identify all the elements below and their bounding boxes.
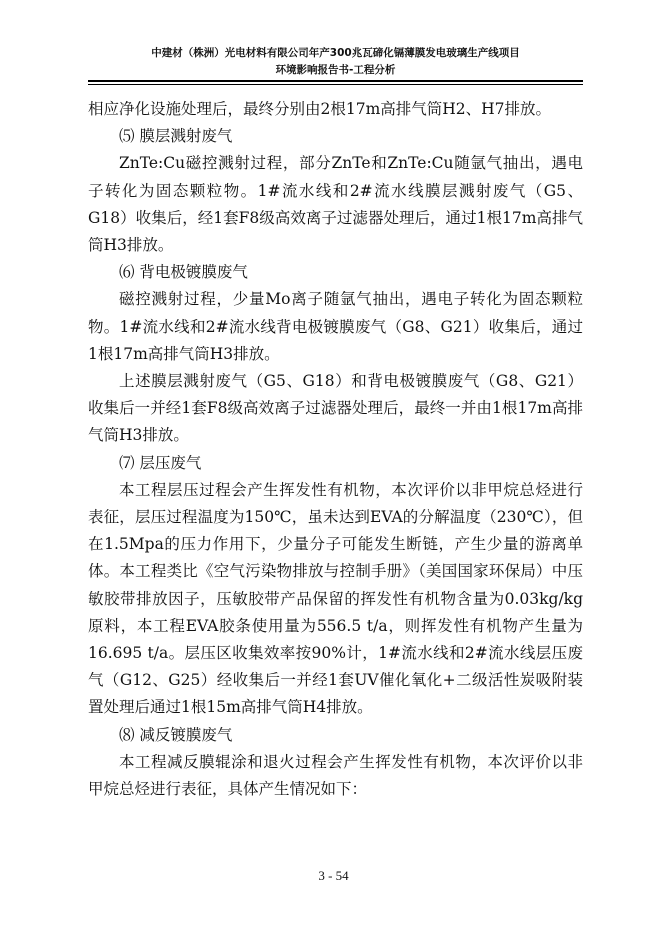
paragraph-combined-treatment: 上述膜层溅射废气（G5、G18）和背电极镀膜废气（G8、G21）收集后一并经1套F8级高效离子过滤器处理后，最终一并由1根17m高排气筒H3排放。 — [88, 372, 583, 445]
header-rule-thin — [88, 84, 583, 85]
heading-lamination: ⑺ 层压废气 — [119, 453, 202, 472]
heading-back-electrode: ⑹ 背电极镀膜废气 — [119, 263, 248, 282]
paragraph-antireflection: 本工程减反膜辊涂和退火过程会产生挥发性有机物，本次评价以非甲烷总烃进行表征，具体产生情况如下： — [88, 752, 583, 799]
page-header — [88, 45, 583, 79]
header-title: 中建材（株洲）光电材料有限公司年产300兆瓦碲化镉薄膜发电玻璃生产线项目 — [151, 47, 520, 59]
paragraph-film-sputtering: ZnTe:Cu磁控溅射过程，部分ZnTe和ZnTe:Cu随氩气抽出，遇电子转化为固态颗粒物。1#流水线和2#流水线膜层溅射废气（G5、G18）收集后，经1套F8级高效离子过滤器处理后，通过1根17m高排气筒H3排放。 — [88, 154, 583, 255]
body-text — [88, 96, 583, 803]
page-number: 3 - 54 — [318, 868, 349, 883]
paragraph-continuation: 相应净化设施处理后，最终分别由2根17m高排气筒H2、H7排放。 — [88, 100, 552, 118]
paragraph-back-electrode: 磁控溅射过程，少量Mo离子随氩气抽出，遇电子转化为固态颗粒物。1#流水线和2#流水线背电极镀膜废气（G8、G21）收集后，通过1根17m高排气筒H3排放。 — [88, 290, 583, 363]
heading-antireflection: ⑻ 减反镀膜废气 — [119, 725, 233, 744]
heading-film-sputtering: ⑸ 膜层溅射废气 — [119, 127, 233, 146]
header-subtitle: 环境影响报告书-工程分析 — [275, 64, 396, 76]
header-rule-thick — [88, 80, 583, 82]
paragraph-lamination: 本工程层压过程会产生挥发性有机物，本次评价以非甲烷总烃进行表征，层压过程温度为150℃，虽未达到EVA的分解温度（230℃），但在1.5Mpa的压力作用下，少量分子可能发生断链，产生少量的游离单体。本工程类比《空气污染物排放与控制手册》（美国国家环保局）中压敏胶带排放因子，压敏胶带产品保留的挥发性有机物含量为0.03kg/kg原料，本工程EVA胶条使用量为556.5 t/a，则挥发性有机物产生量为16.695 t/a。层压区收集效率按90%计，1#流水线和2#流水线层压废气（G12、G25）经收集后一并经1套UV催化氧化+二级活性炭吸附装置处理后通过1根15m高排气筒H4排放。 — [88, 480, 583, 717]
